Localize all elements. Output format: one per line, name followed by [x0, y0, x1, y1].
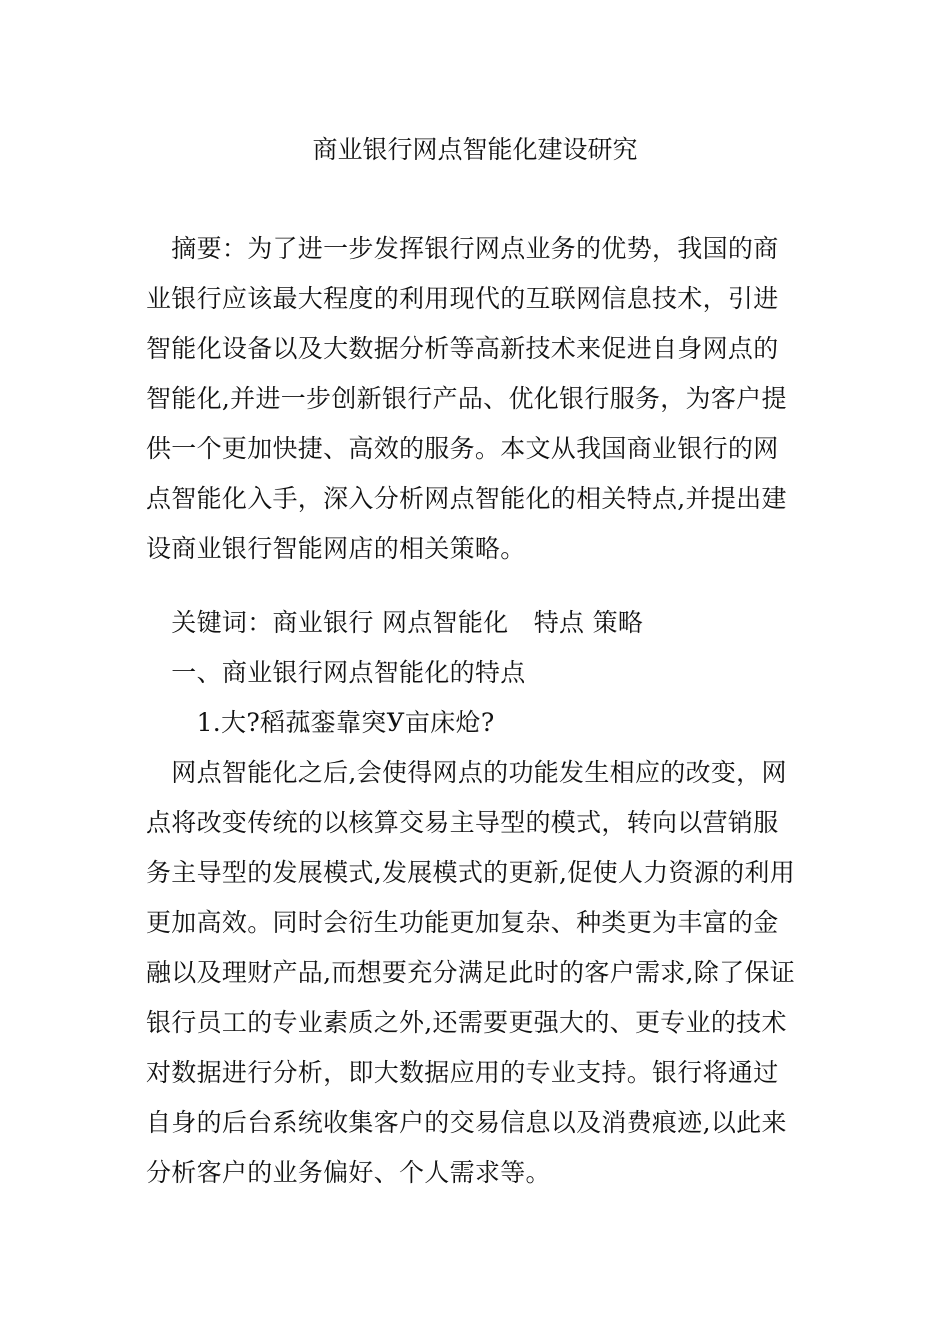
- abstract-line-6: 点智能化入手，深入分析网点智能化的相关特点,并提出建: [146, 484, 787, 513]
- section-heading: 一、商业银行网点智能化的特点: [146, 658, 526, 687]
- body-line-2: 点将改变传统的以核算交易主导型的模式，转向以营销服: [146, 808, 779, 837]
- abstract-line-5: 供一个更加快捷、高效的服务。本文从我国商业银行的网: [146, 434, 779, 463]
- body-line-3: 务主导型的发展模式,发展模式的更新,促使人力资源的利用: [146, 858, 795, 887]
- body-line-7: 对数据进行分析，即大数据应用的专业支持。银行将通过: [146, 1058, 779, 1087]
- body-line-5: 融以及理财产品,而想要充分满足此时的客户需求,除了保证: [146, 958, 795, 987]
- abstract-line-4: 智能化,并进一步创新银行产品、优化银行服务，为客户提: [146, 384, 787, 413]
- document-title: 商业银行网点智能化建设研究: [312, 135, 638, 164]
- body-line-9: 分析客户的业务偏好、个人需求等。: [146, 1158, 551, 1187]
- body-line-8: 自身的后台系统收集客户的交易信息以及消费痕迹,以此来: [146, 1108, 787, 1137]
- keywords-line: 关键词：商业银行 网点智能化 特点 策略: [146, 608, 644, 637]
- body-line-4: 更加高效。同时会衍生功能更加复杂、种类更为丰富的金: [146, 908, 779, 937]
- abstract-line-2: 业银行应该最大程度的利用现代的互联网信息技术，引进: [146, 284, 779, 313]
- body-line-6: 银行员工的专业素质之外,还需要更强大的、更专业的技术: [146, 1008, 787, 1037]
- abstract-line-3: 智能化设备以及大数据分析等高新技术来促进自身网点的: [146, 334, 779, 363]
- body-line-1: 网点智能化之后,会使得网点的功能发生相应的改变，网: [146, 758, 787, 787]
- abstract-line-1: 摘要：为了进一步发挥银行网点业务的优势，我国的商: [146, 234, 779, 263]
- subheading: 1.大?稻菰銮靠突У亩床炝?: [146, 708, 495, 737]
- abstract-line-7: 设商业银行智能网店的相关策略。: [146, 534, 526, 563]
